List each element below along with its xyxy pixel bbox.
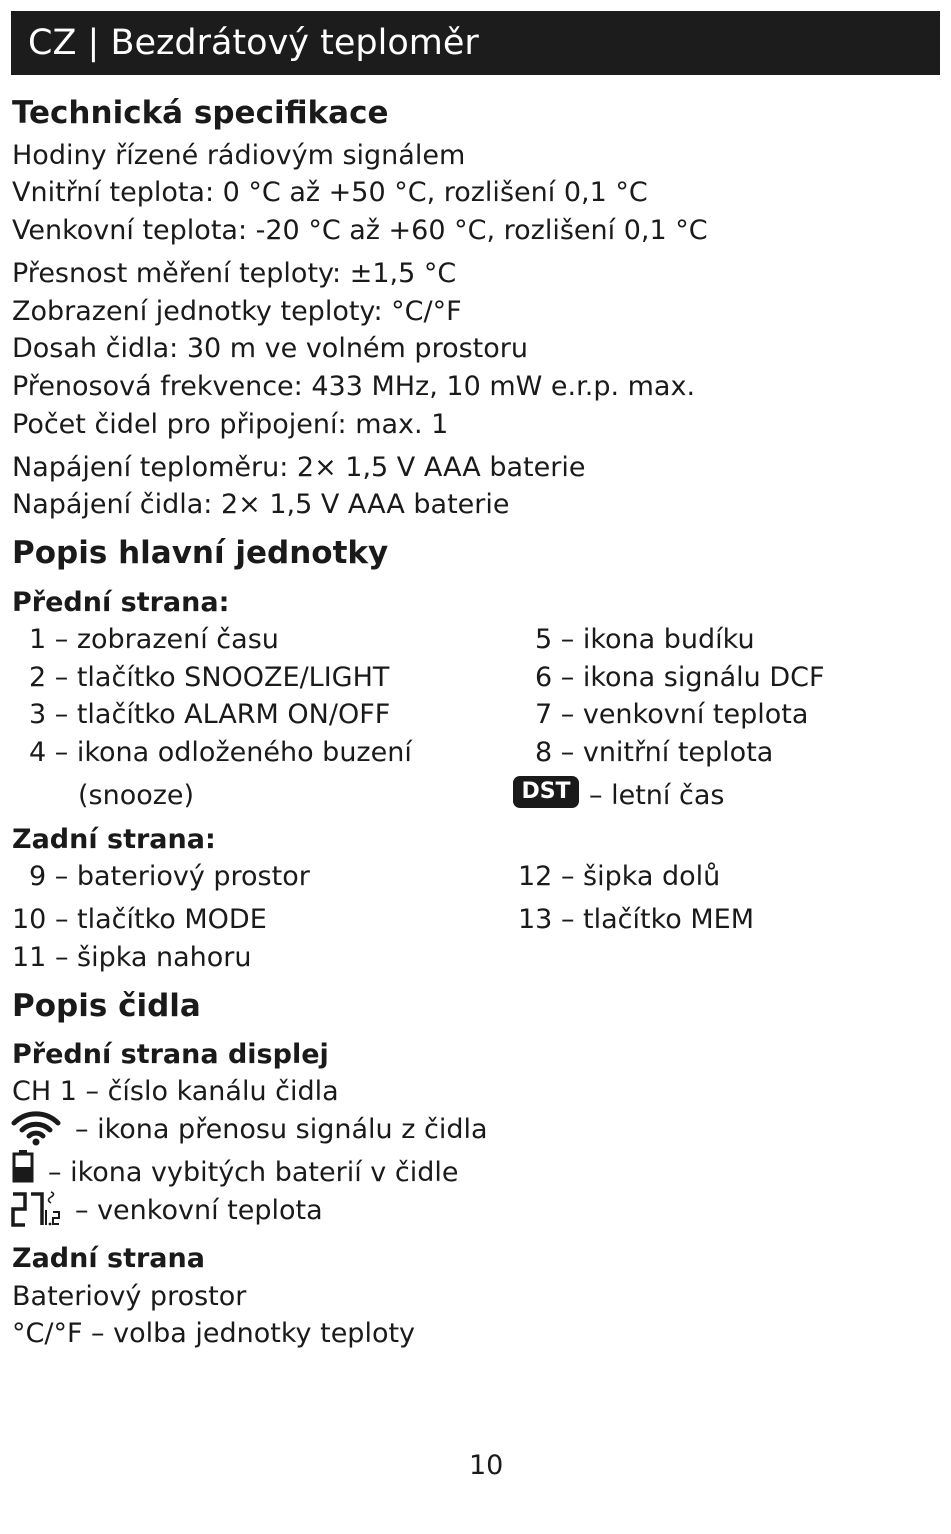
front-item: 5 – ikona budíku — [535, 624, 755, 655]
back-item: 13 – tlačítko MEM — [518, 904, 755, 935]
dst-badge-icon — [513, 776, 579, 808]
battery-description: – ikona vybitých baterií v čidle — [48, 1157, 459, 1188]
tech-line: Napájení teploměru: 2× 1,5 V AAA baterie — [12, 452, 586, 483]
tech-line: Vnitřní teplota: 0 °C až +50 °C, rozlišení 0,1 °C — [12, 177, 648, 208]
sensor-heading: Popis čidla — [12, 988, 201, 1024]
front-side-heading: Přední strana: — [12, 587, 230, 618]
temperature-description: – venkovní teplota — [75, 1195, 323, 1226]
outdoor-temperature-icon — [11, 1190, 61, 1230]
tech-line: Zobrazení jednotky teploty: °C/°F — [12, 296, 462, 327]
back-side-heading: Zadní strana: — [12, 824, 216, 855]
front-item: 3 – tlačítko ALARM ON/OFF — [29, 699, 391, 730]
front-item: 2 – tlačítko SNOOZE/LIGHT — [29, 662, 390, 693]
signal-description: – ikona přenosu signálu z čidla — [75, 1114, 488, 1145]
tech-spec-heading: Technická specifikace — [12, 95, 389, 131]
sensor-channel-line: CH 1 – číslo kanálu čidla — [12, 1076, 339, 1107]
front-item: 7 – venkovní teplota — [535, 699, 809, 730]
back-item: 11 – šipka nahoru — [12, 942, 252, 973]
sensor-front-heading: Přední strana displej — [12, 1039, 329, 1070]
tech-line: Dosah čidla: 30 m ve volném prostoru — [12, 333, 528, 364]
main-unit-heading: Popis hlavní jednotky — [12, 535, 389, 571]
front-item: 8 – vnitřní teplota — [535, 737, 774, 768]
tech-line: Napájení čidla: 2× 1,5 V AAA baterie — [12, 489, 510, 520]
back-item: 12 – šipka dolů — [518, 861, 721, 892]
dst-description: – letní čas — [589, 780, 725, 811]
back-item: 10 – tlačítko MODE — [12, 904, 267, 935]
sensor-back-heading: Zadní strana — [12, 1243, 205, 1274]
front-item: 4 – ikona odloženého buzení — [29, 737, 412, 768]
wifi-signal-icon — [11, 1110, 61, 1146]
front-item: 1 – zobrazení času — [29, 624, 279, 655]
tech-line: Přesnost měření teploty: ±1,5 °C — [12, 258, 457, 289]
header-bar — [11, 11, 940, 75]
sensor-back-line: °C/°F – volba jednotky teploty — [12, 1318, 416, 1349]
tech-line: Hodiny řízené rádiovým signálem — [12, 140, 466, 171]
front-item: 6 – ikona signálu DCF — [535, 662, 825, 693]
back-item: 9 – bateriový prostor — [29, 861, 310, 892]
sensor-back-line: Bateriový prostor — [12, 1281, 247, 1312]
page-title: CZ | Bezdrátový teploměr — [28, 23, 479, 63]
page-number: 10 — [469, 1450, 504, 1481]
tech-line: Přenosová frekvence: 433 MHz, 10 mW e.r.p. max. — [12, 371, 696, 402]
tech-line: Počet čidel pro připojení: max. 1 — [12, 409, 449, 440]
tech-line: Venkovní teplota: -20 °C až +60 °C, rozlišení 0,1 °C — [12, 215, 708, 246]
front-item-continuation: (snooze) — [78, 780, 195, 811]
low-battery-icon — [12, 1149, 34, 1183]
dst-badge-label: DST — [521, 779, 571, 804]
